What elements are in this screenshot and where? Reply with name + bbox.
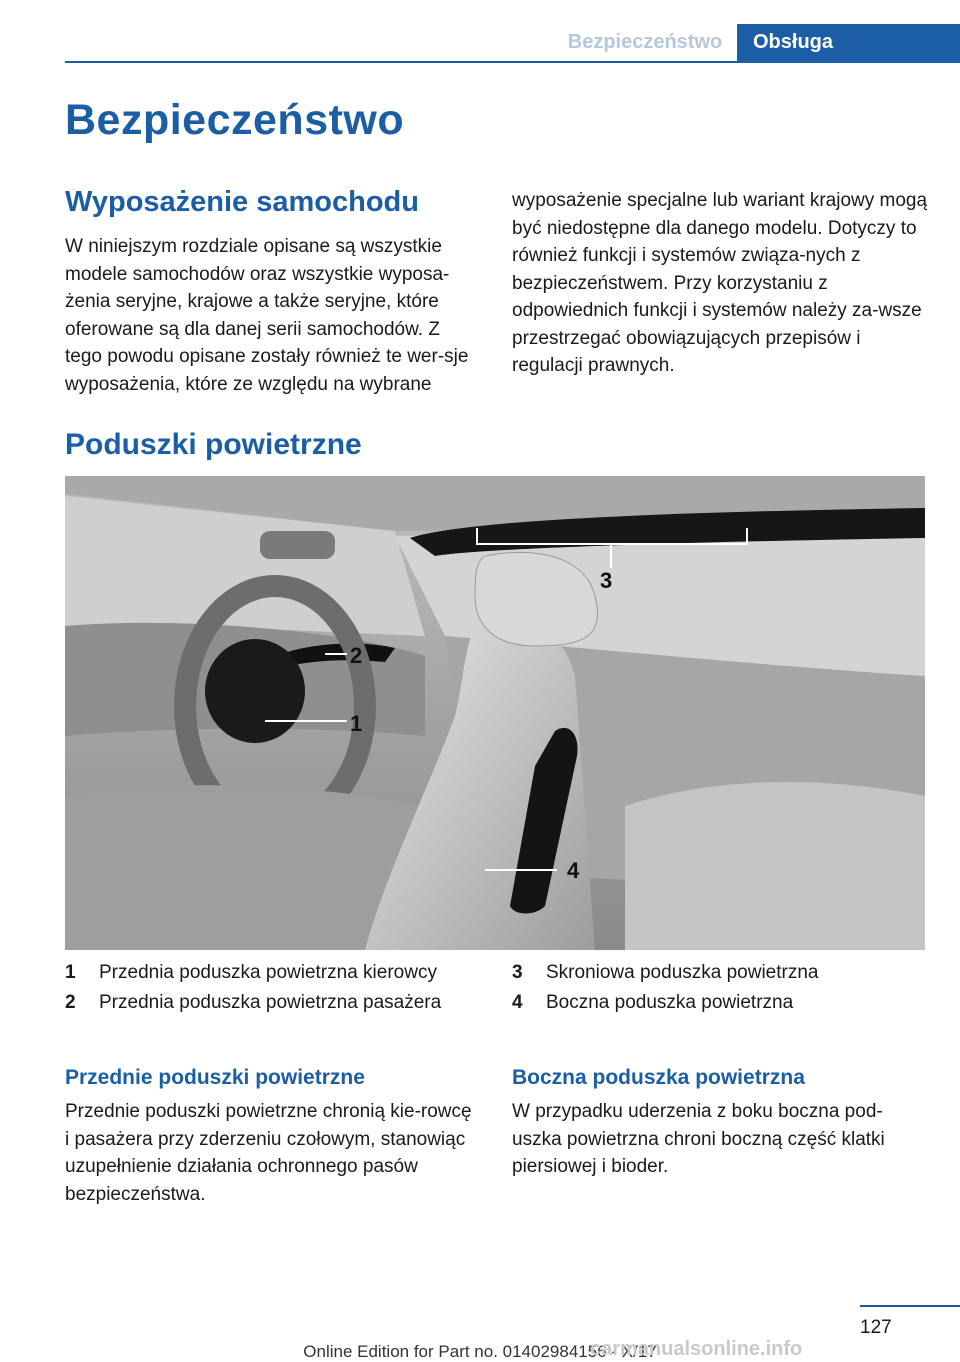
legend-col1: [65, 958, 485, 1018]
legend-item: [65, 958, 485, 988]
legend-item: [512, 988, 932, 1018]
legend-text: Boczna poduszka powietrzna: [546, 992, 794, 1013]
front-airbags-text: Przednie poduszki powietrzne chronią kie-rowcę i pasażera przy zderzeniu czołowym, stanowiąc uzupełnienie działania ochronnego pasów bezpieczeństwa.: [65, 1101, 472, 1205]
legend-text: Skroniowa poduszka powietrzna: [546, 962, 819, 983]
legend-num: 1: [65, 962, 76, 983]
legend-num: 3: [512, 962, 523, 983]
header-rule: [65, 61, 960, 63]
airbags-heading: Poduszki powietrzne: [65, 428, 362, 461]
legend-item: [65, 988, 485, 1018]
legend-text: Przednia poduszka powietrzna pasażera: [99, 992, 442, 1013]
legend-num: 4: [512, 992, 523, 1013]
side-airbag-text: W przypadku uderzenia z boku boczna pod-uszka powietrzna chroni boczną część klatki piersiowej i bioder.: [512, 1101, 885, 1177]
rear-seat: [625, 782, 925, 950]
page-number: 127: [860, 1317, 892, 1338]
legend-text: Przednia poduszka powietrzna kierowcy: [99, 962, 437, 983]
legend-num: 2: [65, 992, 76, 1013]
page-title: Bezpieczeństwo: [65, 96, 405, 144]
legend-item: [512, 958, 932, 988]
callout-4: 4: [567, 858, 580, 883]
callout-2: 2: [350, 643, 363, 668]
callout-1: 1: [350, 711, 363, 736]
legend-col2: [512, 958, 932, 1018]
equipment-text-col2: wyposażenie specjalne lub wariant krajowy mogą być niedostępne dla danego modelu. Dotyczy to również funkcji i systemów związa-nych z bezpieczeństwem. Przy korzystaniu z odpowiednich funkcji i systemów należy za-wsze przestrzegać obowiązujących przepisów i regulacji prawnych.: [512, 190, 928, 376]
front-airbags-heading: Przednie poduszki powietrzne: [65, 1066, 365, 1089]
chapter-tab[interactable]: Obsługa: [737, 24, 960, 61]
car-interior-illustration: [65, 476, 925, 950]
rear-view-mirror: [260, 531, 335, 559]
callout-3: 3: [600, 568, 613, 593]
watermark: carmanualsonline.info: [590, 1338, 803, 1360]
footer-rule: [860, 1305, 960, 1307]
edition-info: Online Edition for Part no. 01402984156 - X/17: [303, 1342, 657, 1361]
driver-airbag-hub: [205, 639, 305, 743]
equipment-heading: Wyposażenie samochodu: [65, 186, 419, 218]
section-tab[interactable]: Bezpieczeństwo: [567, 31, 723, 53]
equipment-text-col1: W niniejszym rozdziale opisane są wszystkie modele samochodów oraz wszystkie wyposa-żenia seryjne, krajowe a także seryjne, które oferowane są dla danej serii samochodów. Z tego powodu opisane zostały również te wer-sje wyposażenia, które ze względu na wybrane: [65, 236, 469, 395]
side-airbag-heading: Boczna poduszka powietrzna: [512, 1066, 805, 1089]
